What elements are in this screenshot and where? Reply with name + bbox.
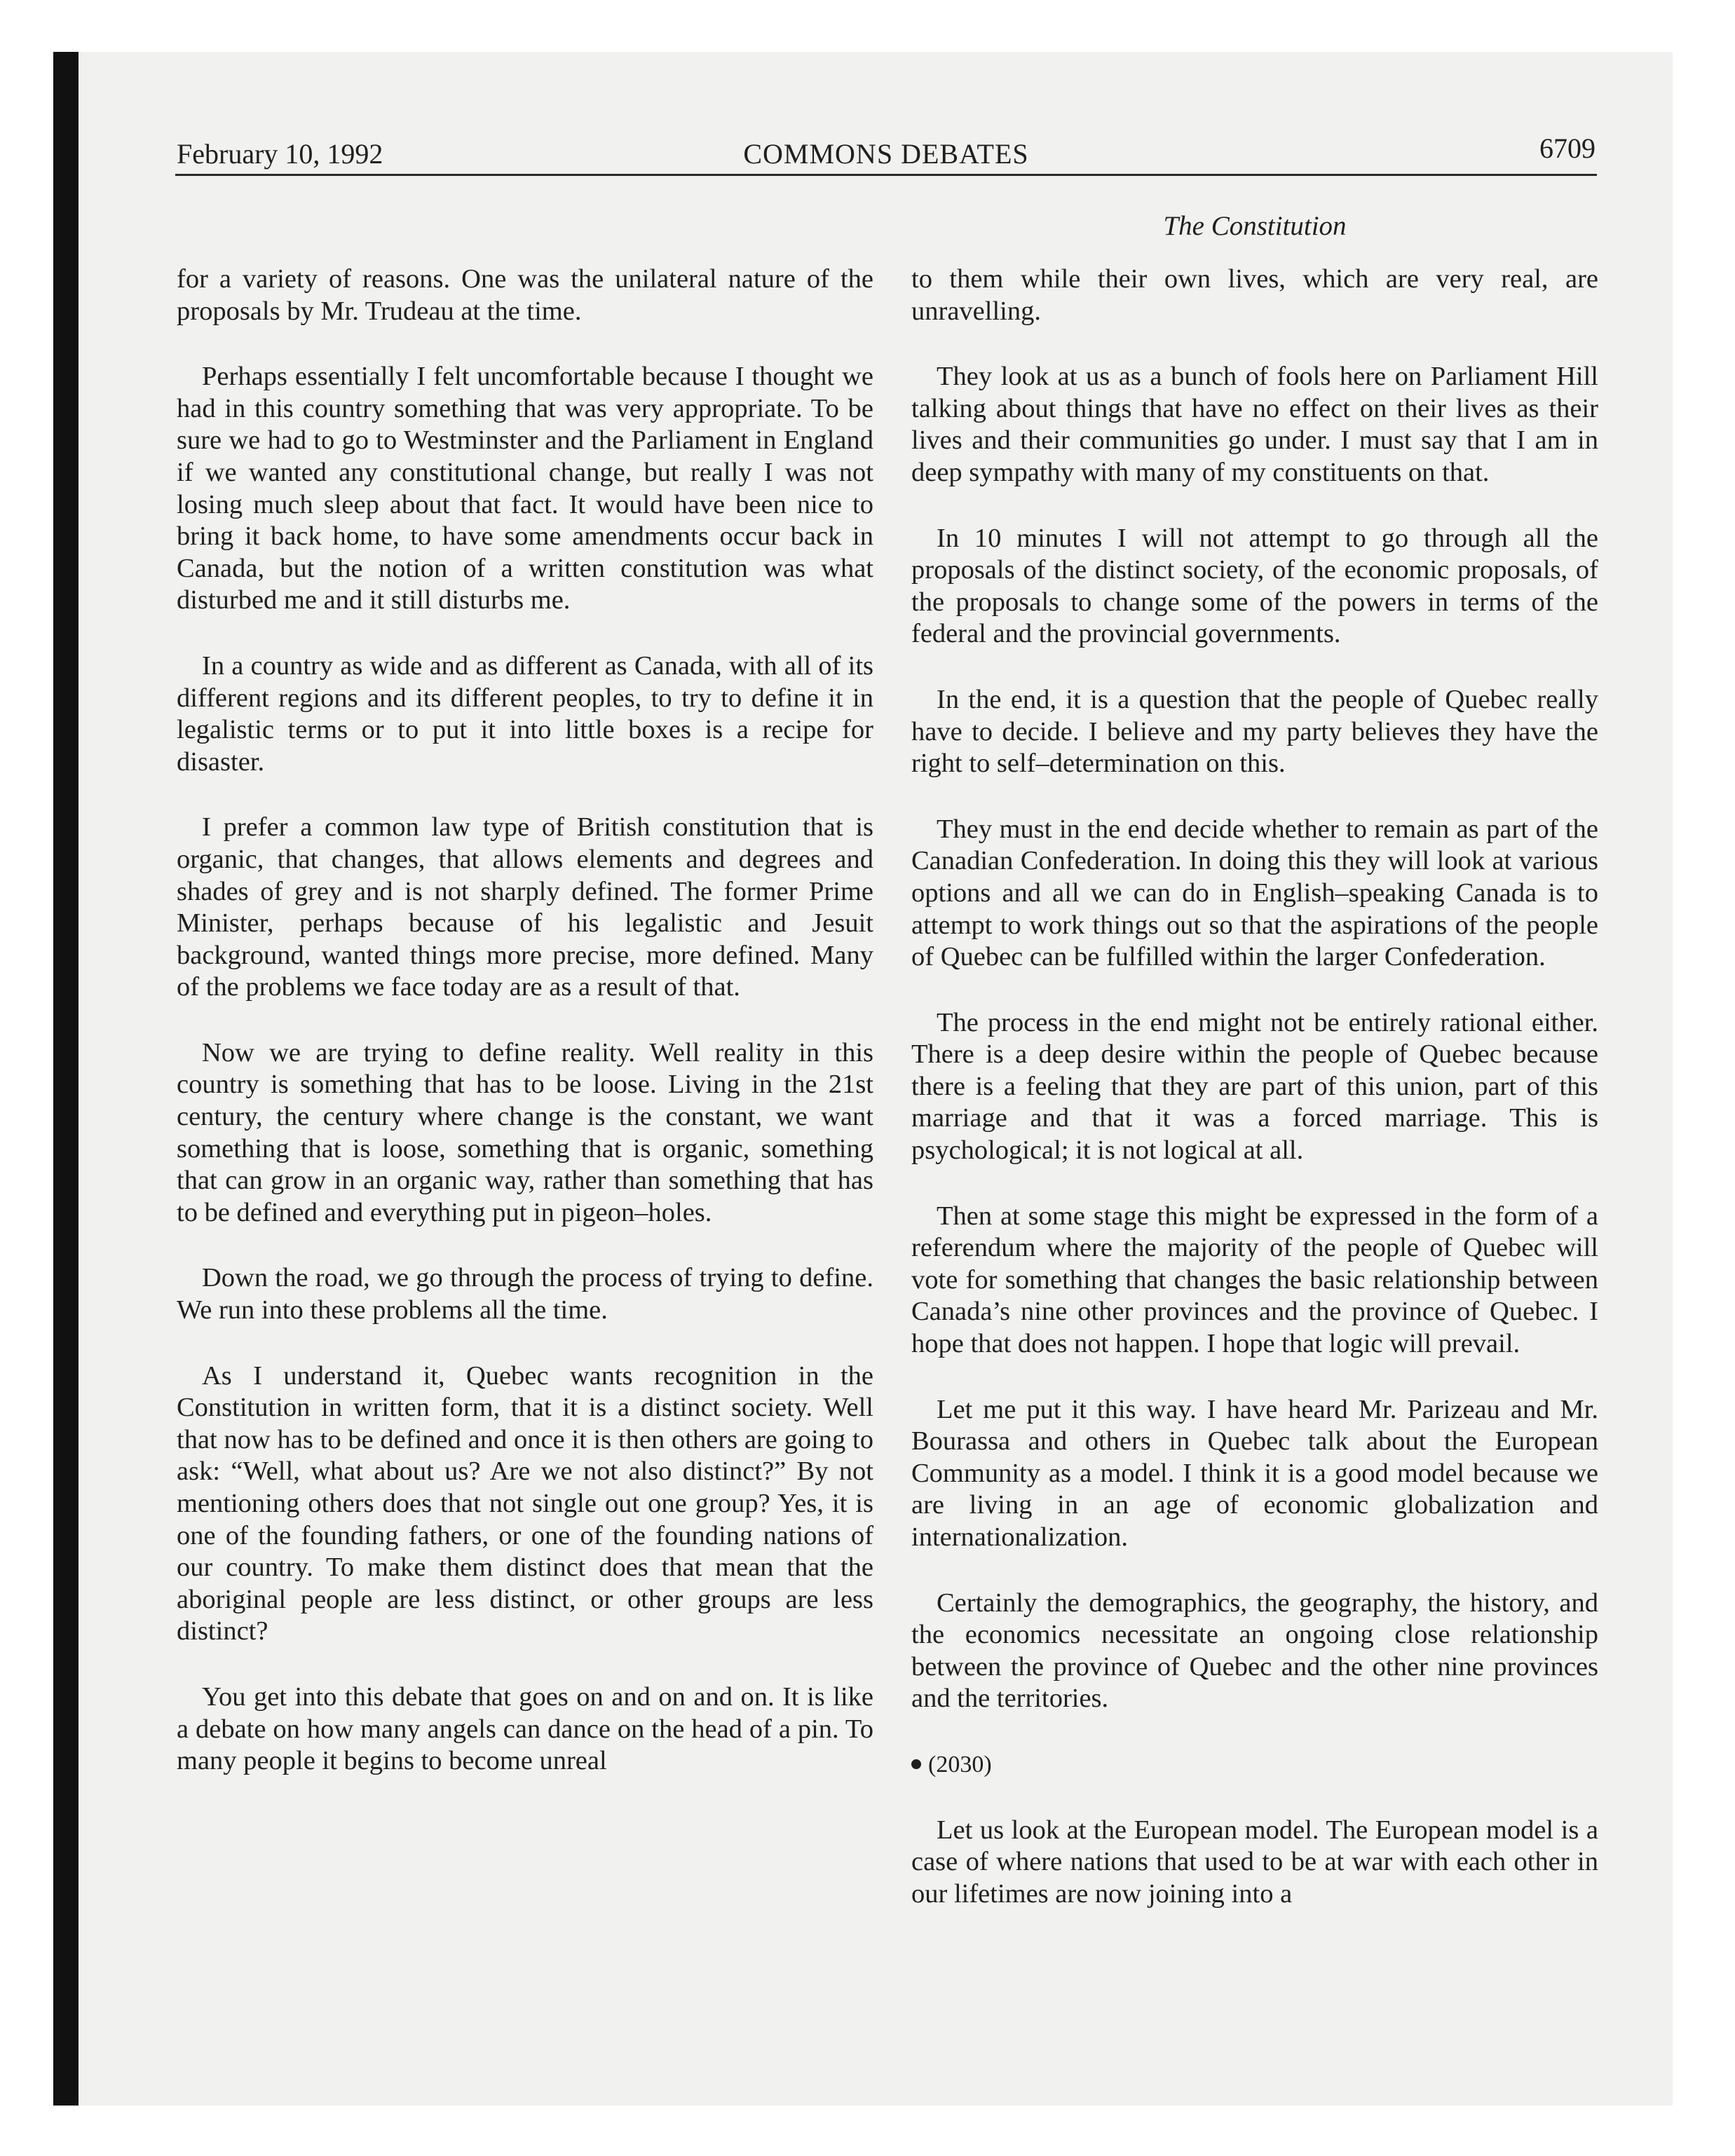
- header-date: February 10, 1992: [177, 138, 383, 170]
- paragraph: Then at some stage this might be expressed in the form of a referendum where the majority of the people of Quebec will vote for something that changes the basic relationship between Canada’s nine other provinces and the province of Quebec. I hope that does not happen. I hope that logic will prevail.: [911, 1201, 1598, 1359]
- paragraph: Let me put it this way. I have heard Mr. Parizeau and Mr. Bourassa and others in Quebec talk about the European Community as a model. I think it is a good model because we are living in an age of economic globalization and internationalization.: [911, 1394, 1598, 1552]
- section-heading: The Constitution: [1163, 211, 1347, 241]
- right-column: [911, 264, 1598, 1944]
- paragraph: The process in the end might not be entirely rational either. There is a deep desire within the people of Quebec because there is a feeling that they are part of this union, part of this marriage and that it was a forced marriage. This is psychological; it is not logical at all.: [911, 1007, 1598, 1166]
- paragraph: Now we are trying to define reality. Well reality in this country is something that has to be loose. Living in the 21st century, the century where change is the constant, we want something that is loose, something that is organic, something that can grow in an organic way, rather than something that has to be defined and everything put in pigeon–holes.: [177, 1037, 873, 1227]
- paragraph: Let us look at the European model. The European model is a case of where nations that used to be at war with each other in our lifetimes are now joining into a: [911, 1815, 1598, 1909]
- time-marker: [911, 1749, 1598, 1781]
- scan-edge-bar: [53, 52, 79, 2106]
- header-rule: [175, 174, 1597, 176]
- paragraph: They look at us as a bunch of fools here on Parliament Hill talking about things that have no effect on their lives as their lives and their communities go under. I must say that I am in deep sympathy with many of my constituents on that.: [911, 362, 1598, 487]
- paragraph: They must in the end decide whether to remain as part of the Canadian Confederation. In doing this they will look at various options and all we can do in English–speaking Canada is to attempt to work things out so that the aspirations of the people of Quebec can be fulfilled within the larger Confederation.: [911, 814, 1598, 972]
- paragraph: Perhaps essentially I felt uncomfortable because I thought we had in this country something that was very appropriate. To be sure we had to go to Westminster and the Parliament in England if we wanted any constitutional change, but really I was not losing much sleep about that fact. It would have been nice to bring it back home, to have some amendments occur back in Canada, but the notion of a written constitution was what disturbed me and it still disturbs me.: [177, 362, 873, 615]
- paragraph: to them while their own lives, which are very real, are unravelling.: [911, 264, 1598, 326]
- bullet-icon: [911, 1759, 921, 1769]
- paragraph: In 10 minutes I will not attempt to go through all the proposals of the distinct society, of the economic proposals, of the proposals to change some of the powers in terms of the federal and the provincial governments.: [911, 523, 1598, 649]
- header-publication: COMMONS DEBATES: [743, 138, 1029, 170]
- paragraph: Certainly the demographics, the geography, the history, and the economics necessitate an ongoing close relationship between the province of Quebec and the other nine provinces and the territories.: [911, 1588, 1598, 1714]
- paragraph: As I understand it, Quebec wants recognition in the Constitution in written form, that it is a distinct society. Well that now has to be defined and once it is then others are going to ask: “Well, what about us? Are we not also distinct?” By not mentioning others does that not single out one group? Yes, it is one of the founding fathers, or one of the founding nations of our country. To make them distinct does that mean that the aboriginal people are less distinct, or other groups are less distinct?: [177, 1360, 873, 1646]
- paragraph: I prefer a common law type of British constitution that is organic, that changes, that allows elements and degrees and shades of grey and is not sharply defined. The former Prime Minister, perhaps because of his legalistic and Jesuit background, wanted things more precise, more defined. Many of the problems we face today are as a result of that.: [177, 812, 873, 1002]
- paragraph: In a country as wide and as different as Canada, with all of its different regions and its different peoples, to try to define it in legalistic terms or to put it into little boxes is a recipe for disaster.: [177, 650, 873, 777]
- paragraph: for a variety of reasons. One was the unilateral nature of the proposals by Mr. Trudeau at the time.: [177, 264, 873, 326]
- time-marker-text: (2030): [928, 1751, 992, 1778]
- paragraph: In the end, it is a question that the people of Quebec really have to decide. I believe and my party believes they have the right to self–determination on this.: [911, 684, 1598, 779]
- left-column: [177, 264, 873, 1811]
- paragraph: Down the road, we go through the process of trying to define. We run into these problems all the time.: [177, 1263, 873, 1325]
- paragraph: You get into this debate that goes on and on and on. It is like a debate on how many angels can dance on the head of a pin. To many people it begins to become unreal: [177, 1681, 873, 1776]
- page-header: [177, 132, 1595, 174]
- page-number: 6709: [1539, 132, 1595, 164]
